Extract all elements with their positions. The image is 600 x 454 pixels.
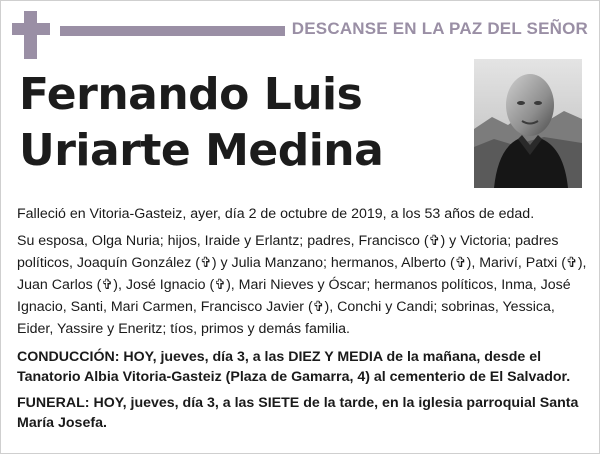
cross-icon — [12, 11, 50, 59]
deceased-name — [19, 67, 459, 179]
death-paragraph: Falleció en Vitoria-Gasteiz, ayer, día 2 de octubre de 2019, a los 53 años de edad. — [17, 206, 535, 222]
family-paragraph: Su esposa, Olga Nuria; hijos, Iraide y Erlantz; padres, Francisco (✞) y Victoria; padres políticos, Joaquín González (✞) y Julia Manzano; hermanos, Alberto (✞), Mariví, Patxi (✞), Juan Carlos (✞), José Ignacio (✞), Mari Nieves y Óscar; hermanos políticos, Inma, José Ignacio, Santi, Mari Carmen, Francisco Javier (✞), Conchi y Candi; sobrinas, Yessica, Eider, Yassire y Eneritz; tíos, primos y demás familia. — [17, 233, 587, 337]
header-text: DESCANSE EN LA PAZ DEL SEÑOR — [291, 19, 588, 38]
deceased-photo — [474, 59, 582, 188]
name-line-1: Fernando Luis — [19, 69, 363, 120]
funeral-paragraph: FUNERAL: HOY, jueves, día 3, a las SIETE de la tarde, en la iglesia parroquial Santa María Josefa. — [17, 395, 579, 431]
name-line-2: Uriarte Medina — [19, 125, 384, 176]
conduction-paragraph: CONDUCCIÓN: HOY, jueves, día 3, a las DIEZ Y MEDIA de la mañana, desde el Tanatorio Albia Vitoria-Gasteiz (Plaza de Gamarra, 4) al cementerio de El Salvador. — [17, 349, 571, 385]
header-divider — [60, 26, 285, 36]
notice-body — [17, 203, 587, 438]
